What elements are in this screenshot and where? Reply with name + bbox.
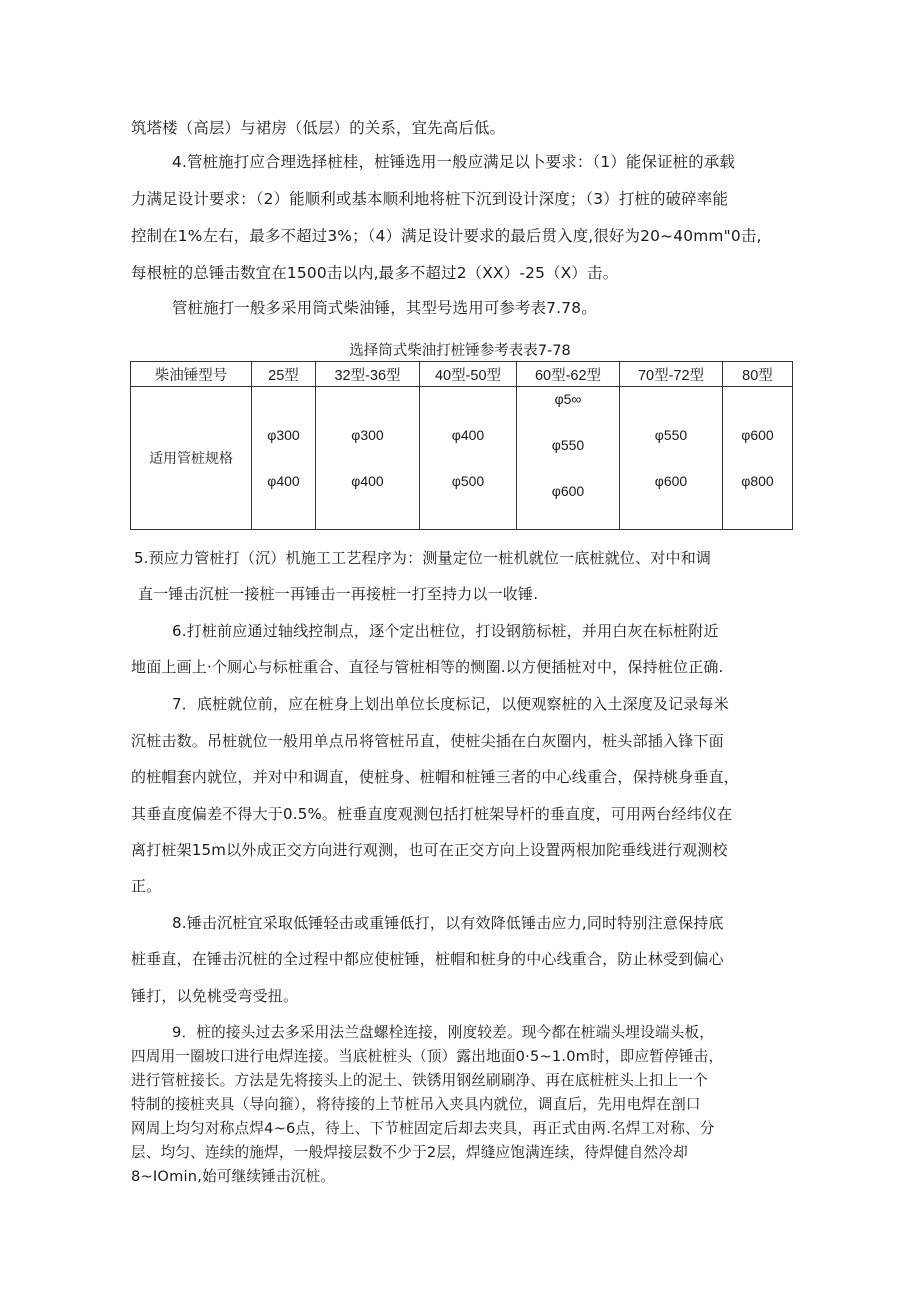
table-header-cell: 32型-36型 [316, 362, 420, 387]
text-line: 进行管桩接长。方法是先将接头上的泥土、铁锈用钢丝刷刷净、再在底桩桩头上扣上一个 [131, 1072, 708, 1089]
cell-value: φ300 [267, 427, 300, 443]
table-header-cell: 柴油锤型号 [131, 362, 252, 387]
text-line: 8.锤击沉桩宜采取低锤轻击或重锤低打，以有效降低锤击应力,同时特别注意保持底 [172, 914, 724, 932]
hammer-reference-table [130, 361, 793, 530]
text-line: 管桩施打一般多采用筒式柴油锤，其型号选用可参考表7.78。 [172, 299, 597, 317]
text-line: 直一锤击沉桩一接桩一再锤击一再接桩一打至持力以一收锤. [138, 585, 539, 603]
table-header-cell: 25型 [252, 362, 316, 387]
text-line: 每根桩的总锤击数宜在1500击以内,最多不超过2（XX）-25（X）击。 [131, 264, 619, 282]
cell-value: φ5∞ [554, 391, 582, 407]
text-line: 锤打，以免桃受弯受扭。 [131, 987, 299, 1005]
table-cell [420, 387, 517, 530]
cell-value: φ400 [451, 427, 485, 443]
text-line: 5.预应力管桩打（沉）机施工工艺程序为：测量定位一桩机就位一底桩就位、对中和调 [134, 549, 712, 567]
text-line: 其垂直度偏差不得大于0.5%。桩垂直度观测包括打桩架导杆的垂直度，可用两台经纬仪在 [131, 805, 733, 823]
text-line: 桩垂直，在锤击沉桩的全过程中都应使桩锤，桩帽和桩身的中心线重合，防止林受到偏心 [131, 950, 724, 968]
text-line: 6.打桩前应通过轴线控制点，逐个定出桩位，打设钢筋标桩，并用白灰在标桩附近 [172, 622, 719, 640]
cell-value: φ500 [451, 473, 485, 489]
table-row-label: 适用管桩规格 [131, 387, 252, 530]
cell-value: φ800 [741, 473, 774, 489]
table-header-cell: 60型-62型 [517, 362, 620, 387]
text-line: 沉桩击数。吊桩就位一般用单点吊将管桩吊直，使桩尖插在白灰圈内，桩头部插入锋下面 [131, 732, 724, 750]
text-line: 9．桩的接头过去多采用法兰盘螺栓连接，刚度较差。现今都在桩端头埋设端头板， [172, 1024, 715, 1041]
table-cell [316, 387, 420, 530]
table-cell [252, 387, 316, 530]
cell-value: φ300 [351, 427, 384, 443]
cell-value: φ600 [654, 473, 688, 489]
cell-value: φ400 [267, 473, 300, 489]
text-line: 四周用一圈坡口进行电焊连接。当底桩桩头（顶）露出地面0·5~1.0m时，即应暂停锤击， [131, 1048, 724, 1065]
text-line: 的桩帽套内就位，并对中和调直，使桩身、桩帽和桩锤三者的中心线重合，保持桃身垂直， [131, 768, 740, 786]
table-cell [723, 387, 793, 530]
text-line: 控制在1%左右，最多不超过3%；（4）满足设计要求的最后贯入度,很好为20~40mm"0击, [131, 227, 762, 245]
table-row [131, 387, 793, 530]
table-header-cell: 70型-72型 [620, 362, 723, 387]
table-cell [517, 387, 620, 530]
text-line: 7．底桩就位前，应在桩身上划出单位长度标记，以便观察桩的入土深度及记录每米 [172, 695, 729, 713]
table-header-cell: 80型 [723, 362, 793, 387]
text-line: 特制的接桩夹具（导向箍），将待接的上节桩吊入夹具内就位，调直后，先用电焊在剖口 [131, 1096, 701, 1113]
text-line: 筑塔楼（高层）与裙房（低层）的关系，宜先高后低。 [131, 119, 506, 137]
cell-value: φ600 [551, 483, 585, 499]
cell-value: φ600 [741, 427, 774, 443]
cell-value: φ550 [551, 437, 585, 453]
table-cell [620, 387, 723, 530]
cell-value: φ550 [654, 427, 688, 443]
text-line: 地面上画上·个厕心与标桩重合、直径与管桩相等的恻圈.以方便插桩对中，保持桩位正确. [131, 658, 724, 676]
text-line: 力满足设计要求：（2）能顺利或基本顺利地将桩下沉到设计深度；（3）打桩的破碎率能 [131, 190, 729, 208]
text-line: 4.管桩施打应合理选择桩桂，桩锤选用一般应满足以卜要求：（1）能保证桩的承载 [172, 153, 736, 171]
table-header-row [131, 362, 793, 387]
text-line: 正。 [131, 877, 162, 895]
text-line: 层、均匀、连续的施焊，一般焊接层数不少于2层，焊缝应饱满连续，待焊健自然冷却 [131, 1144, 688, 1161]
cell-value: φ400 [351, 473, 384, 489]
table-header-cell: 40型-50型 [420, 362, 517, 387]
text-line: 离打桩架15m以外成正交方向进行观测，也可在正交方向上设置两根加陀垂线进行观测校 [131, 841, 728, 859]
text-line: 8~IOmin,始可继续锤击沉桩。 [131, 1168, 336, 1185]
text-line: 网周上均匀对称点焊4~6点，待上、下节桩固定后却去夹具，再正式由两.名焊工对称、分 [131, 1120, 715, 1137]
table-caption: 选择筒式柴油打桩锤参考表表7-78 [349, 343, 571, 359]
